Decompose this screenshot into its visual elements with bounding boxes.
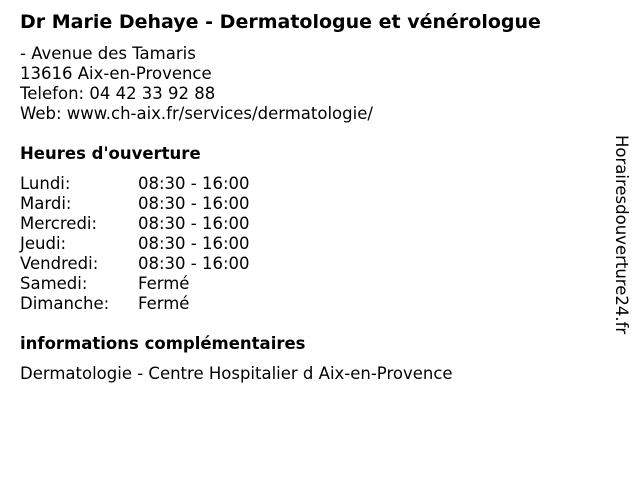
page-title: Dr Marie Dehaye - Dermatologue et vénérologue <box>20 11 541 33</box>
day-label: Lundi: <box>20 174 71 193</box>
time-value: Fermé <box>138 274 190 293</box>
time-value: 08:30 - 16:00 <box>138 174 250 193</box>
time-value: 08:30 - 16:00 <box>138 194 250 213</box>
opening-hours-heading: Heures d'ouverture <box>20 144 201 163</box>
additional-info-text: Dermatologie - Centre Hospitalier d Aix-en-Provence <box>20 364 453 383</box>
watermark-text: Horairesdouverture24.fr <box>612 135 631 335</box>
hours-row-thursday <box>20 234 600 254</box>
hours-row-tuesday <box>20 194 600 214</box>
day-label: Vendredi: <box>20 254 99 273</box>
time-value: 08:30 - 16:00 <box>138 214 250 233</box>
address-block <box>20 44 600 124</box>
day-label: Mardi: <box>20 194 72 213</box>
hours-row-wednesday <box>20 214 600 234</box>
day-label: Jeudi: <box>20 234 67 253</box>
opening-hours-table <box>20 174 600 314</box>
hours-row-friday <box>20 254 600 274</box>
day-label: Samedi: <box>20 274 88 293</box>
additional-info-heading: informations complémentaires <box>20 334 306 353</box>
site-watermark <box>612 135 632 345</box>
city-address: 13616 Aix-en-Provence <box>20 64 212 83</box>
listing-card <box>20 10 600 384</box>
street-address: - Avenue des Tamaris <box>20 44 196 63</box>
phone-number: Telefon: 04 42 33 92 88 <box>20 84 216 103</box>
time-value: 08:30 - 16:00 <box>138 234 250 253</box>
time-value: 08:30 - 16:00 <box>138 254 250 273</box>
day-label: Mercredi: <box>20 214 98 233</box>
hours-row-sunday <box>20 294 600 314</box>
time-value: Fermé <box>138 294 190 313</box>
day-label: Dimanche: <box>20 294 110 313</box>
website-link: Web: www.ch-aix.fr/services/dermatologie/ <box>20 104 373 123</box>
hours-row-monday <box>20 174 600 194</box>
hours-row-saturday <box>20 274 600 294</box>
